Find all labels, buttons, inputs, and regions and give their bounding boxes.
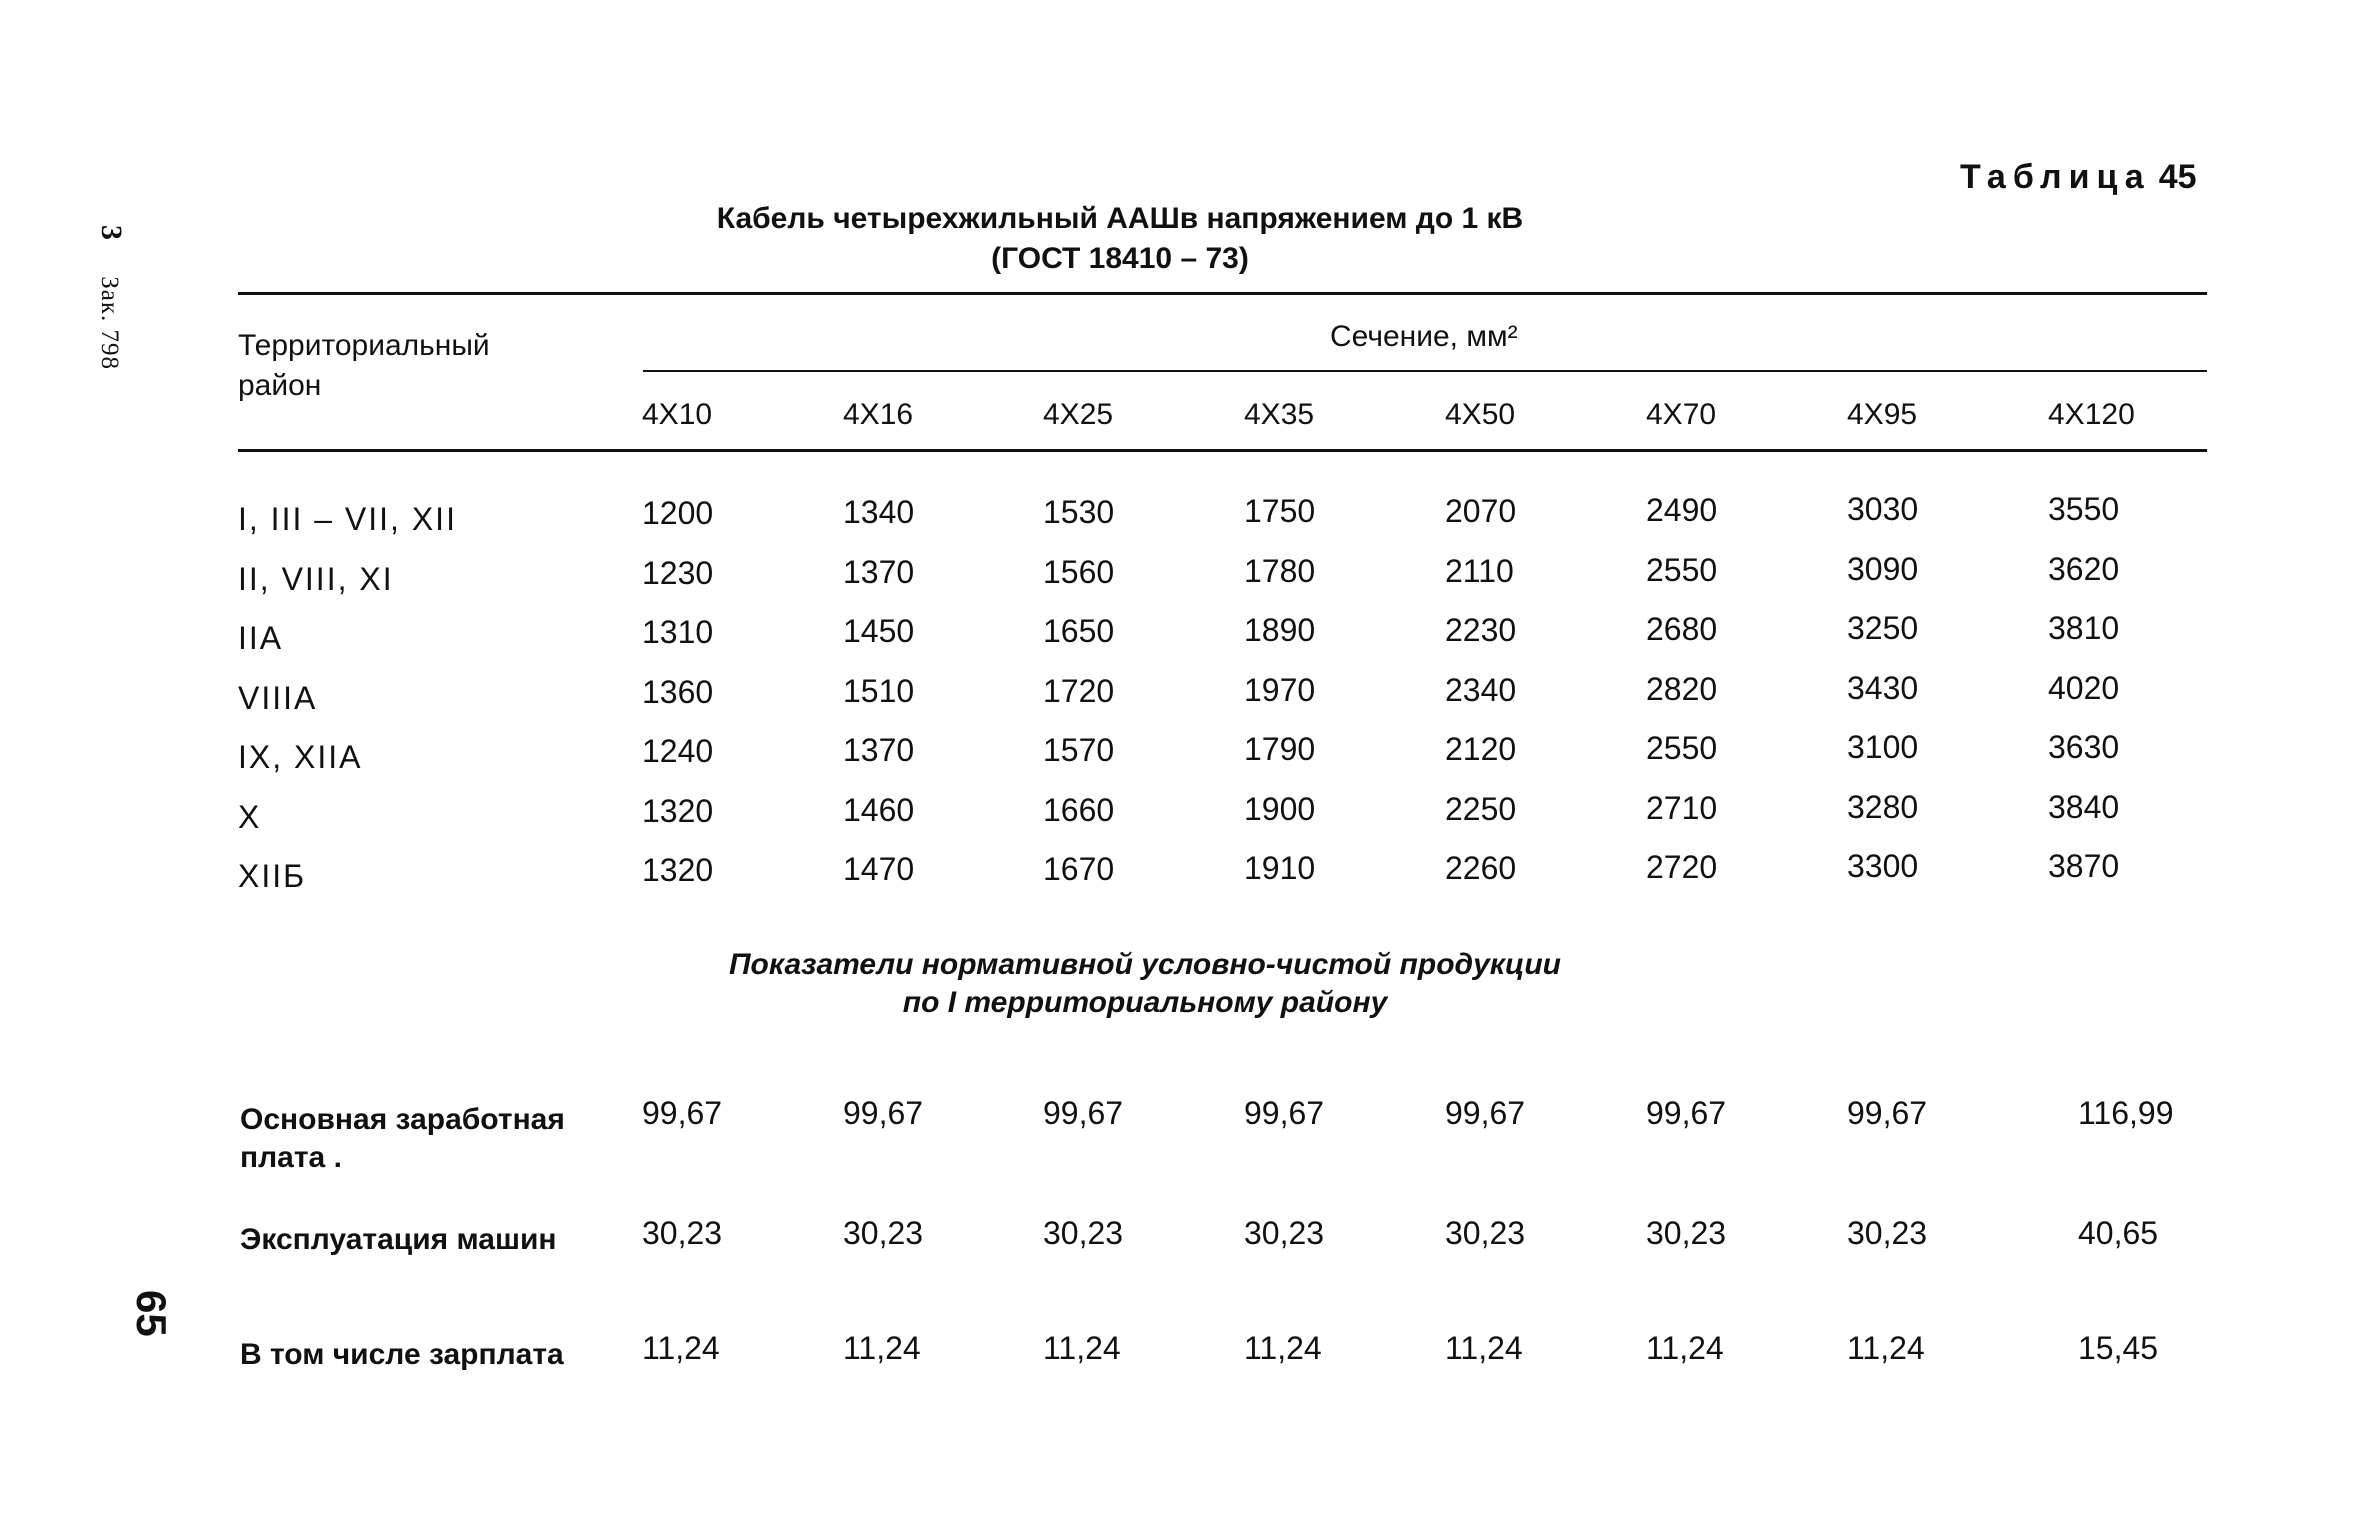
- table-cell: 1450: [843, 613, 915, 650]
- table-title-line2: (ГОСТ 18410 – 73): [991, 242, 1249, 275]
- table-cell: 1650: [1043, 612, 1115, 649]
- table-cell: 2070: [1445, 492, 1517, 529]
- table-cell: 1230: [642, 555, 714, 591]
- table-cell: 2230: [1445, 611, 1517, 648]
- indicator-cell: 30,23: [642, 1215, 723, 1251]
- table-cell: 4020: [2048, 669, 2120, 706]
- table-cell: 2710: [1646, 790, 1718, 826]
- row-label: X: [238, 799, 262, 835]
- table-cell: 1510: [843, 673, 915, 710]
- row-label: IX, XIIA: [238, 739, 363, 775]
- table-cell: 1320: [642, 793, 714, 829]
- row-label: II, VIII, XI: [238, 561, 394, 597]
- table-cell: 3090: [1847, 551, 1919, 588]
- indicator-cell: 30,23: [1445, 1215, 1526, 1251]
- table-cell: 1910: [1244, 850, 1316, 887]
- column-header: 4X50: [1445, 398, 1516, 431]
- page-number: 65: [128, 1290, 175, 1337]
- table-cell: 1470: [843, 851, 915, 888]
- table-cell: 1370: [843, 732, 915, 769]
- table-cell: 1790: [1244, 731, 1316, 768]
- top-rule: [238, 292, 2207, 295]
- table-cell: 2550: [1646, 730, 1718, 766]
- indicator-cell: 99,67: [1847, 1095, 1928, 1131]
- table-cell: 2550: [1646, 552, 1718, 588]
- table-cell: 3810: [2048, 609, 2120, 646]
- header-region: Территориальный район: [238, 329, 490, 402]
- column-header: 4X25: [1043, 398, 1114, 431]
- table-cell: 2490: [1646, 492, 1718, 528]
- table-cell: 3870: [2048, 847, 2120, 884]
- indicator-cell: 40,65: [2078, 1215, 2159, 1251]
- indicator-label: Основная заработная плата .: [240, 1103, 565, 1174]
- table-cell: 2120: [1445, 730, 1517, 767]
- table-cell: 3630: [2048, 728, 2120, 765]
- table-cell: 3840: [2048, 788, 2120, 825]
- indicator-label: Эксплуатация машин: [240, 1223, 557, 1256]
- indicator-cell: 30,23: [1646, 1215, 1727, 1251]
- indicators-title-line1: Показатели нормативной условно-чистой продукции: [728, 948, 1561, 981]
- section-rule: [643, 370, 2207, 372]
- indicator-cell: 11,24: [1847, 1330, 1925, 1366]
- table-cell: 1720: [1043, 672, 1115, 709]
- indicator-cell: 11,24: [1043, 1330, 1121, 1366]
- table-cell: 1320: [642, 852, 714, 888]
- table-cell: 3300: [1847, 848, 1919, 885]
- table-label-word: Таблица: [1960, 158, 2151, 196]
- indicator-cell: 30,23: [1244, 1215, 1325, 1251]
- table-title-line1: Кабель четырехжильный ААШв напряжением до 1 кВ: [716, 202, 1524, 235]
- table-cell: 3430: [1847, 670, 1919, 707]
- table-label-number: 45: [2158, 158, 2197, 196]
- header-bottom-rule: [238, 449, 2207, 452]
- indicator-cell: 30,23: [1043, 1215, 1124, 1251]
- indicators-title-line2: по I территориальному району: [902, 986, 1388, 1019]
- table-cell: 3550: [2048, 490, 2120, 527]
- indicator-label: В том числе зарплата: [240, 1338, 564, 1371]
- table-label: [1960, 158, 2197, 197]
- table-cell: 1360: [642, 674, 714, 710]
- header-section: Сечение, мм²: [1330, 320, 1518, 353]
- table-cell: 1890: [1244, 612, 1316, 649]
- indicator-cell: 15,45: [2078, 1330, 2159, 1366]
- table-cell: 1670: [1043, 850, 1115, 887]
- table-cell: 2250: [1445, 790, 1517, 827]
- table-cell: 1240: [642, 733, 714, 769]
- indicator-cell: 99,67: [1646, 1095, 1727, 1131]
- table-cell: 1750: [1244, 493, 1316, 530]
- table-cell: 3250: [1847, 610, 1919, 647]
- indicator-cell: 30,23: [1847, 1215, 1928, 1251]
- column-header: 4X10: [642, 398, 713, 431]
- indicator-cell: 99,67: [843, 1095, 924, 1131]
- indicator-cell: 99,67: [1445, 1095, 1526, 1131]
- table-cell: 1370: [843, 554, 915, 591]
- table-cell: 2820: [1646, 671, 1718, 707]
- indicator-cell: 11,24: [1445, 1330, 1523, 1366]
- table-cell: 1310: [642, 614, 714, 650]
- table-cell: 2720: [1646, 849, 1718, 885]
- column-header: 4X16: [843, 398, 914, 431]
- indicator-cell: 116,99: [2078, 1095, 2174, 1131]
- table-cell: 2110: [1445, 552, 1514, 589]
- table-cell: 1970: [1244, 672, 1316, 709]
- table-cell: 1530: [1043, 493, 1115, 530]
- column-header: 4X120: [2048, 398, 2135, 431]
- indicator-cell: 99,67: [642, 1095, 723, 1131]
- row-label: VIIIA: [238, 680, 318, 716]
- table-cell: 1340: [843, 494, 915, 531]
- indicator-cell: 11,24: [1646, 1330, 1724, 1366]
- row-label: XIIБ: [238, 858, 307, 894]
- indicator-cell: 11,24: [642, 1330, 720, 1366]
- table-cell: 1460: [843, 792, 915, 829]
- table-cell: 1780: [1244, 553, 1316, 590]
- table-cell: 2680: [1646, 611, 1718, 647]
- column-header: 4X35: [1244, 398, 1315, 431]
- indicator-cell: 11,24: [1244, 1330, 1322, 1366]
- margin-order-note: [94, 225, 128, 370]
- table-cell: 3280: [1847, 789, 1919, 826]
- indicator-cell: 30,23: [843, 1215, 924, 1251]
- indicator-cell: 99,67: [1244, 1095, 1325, 1131]
- table-cell: 3100: [1847, 729, 1919, 766]
- table-cell: 1900: [1244, 791, 1316, 828]
- indicator-cell: 99,67: [1043, 1095, 1124, 1131]
- table-cell: 3030: [1847, 491, 1919, 528]
- indicator-cell: 11,24: [843, 1330, 921, 1366]
- table-cell: 3620: [2048, 550, 2120, 587]
- table-cell: 1570: [1043, 731, 1115, 768]
- margin-sheet-number: 3: [95, 225, 128, 241]
- table-cell: 1660: [1043, 791, 1115, 828]
- table-cell: 1560: [1043, 553, 1115, 590]
- row-label: IIA: [238, 620, 284, 656]
- row-label: I, III – VII, XII: [238, 501, 457, 537]
- column-header: 4X95: [1847, 398, 1918, 431]
- table-cell: 1200: [642, 495, 714, 531]
- margin-order-text: Зак. 798: [96, 276, 123, 371]
- table-cell: 2260: [1445, 849, 1517, 886]
- table-cell: 2340: [1445, 671, 1517, 708]
- column-header: 4X70: [1646, 398, 1717, 431]
